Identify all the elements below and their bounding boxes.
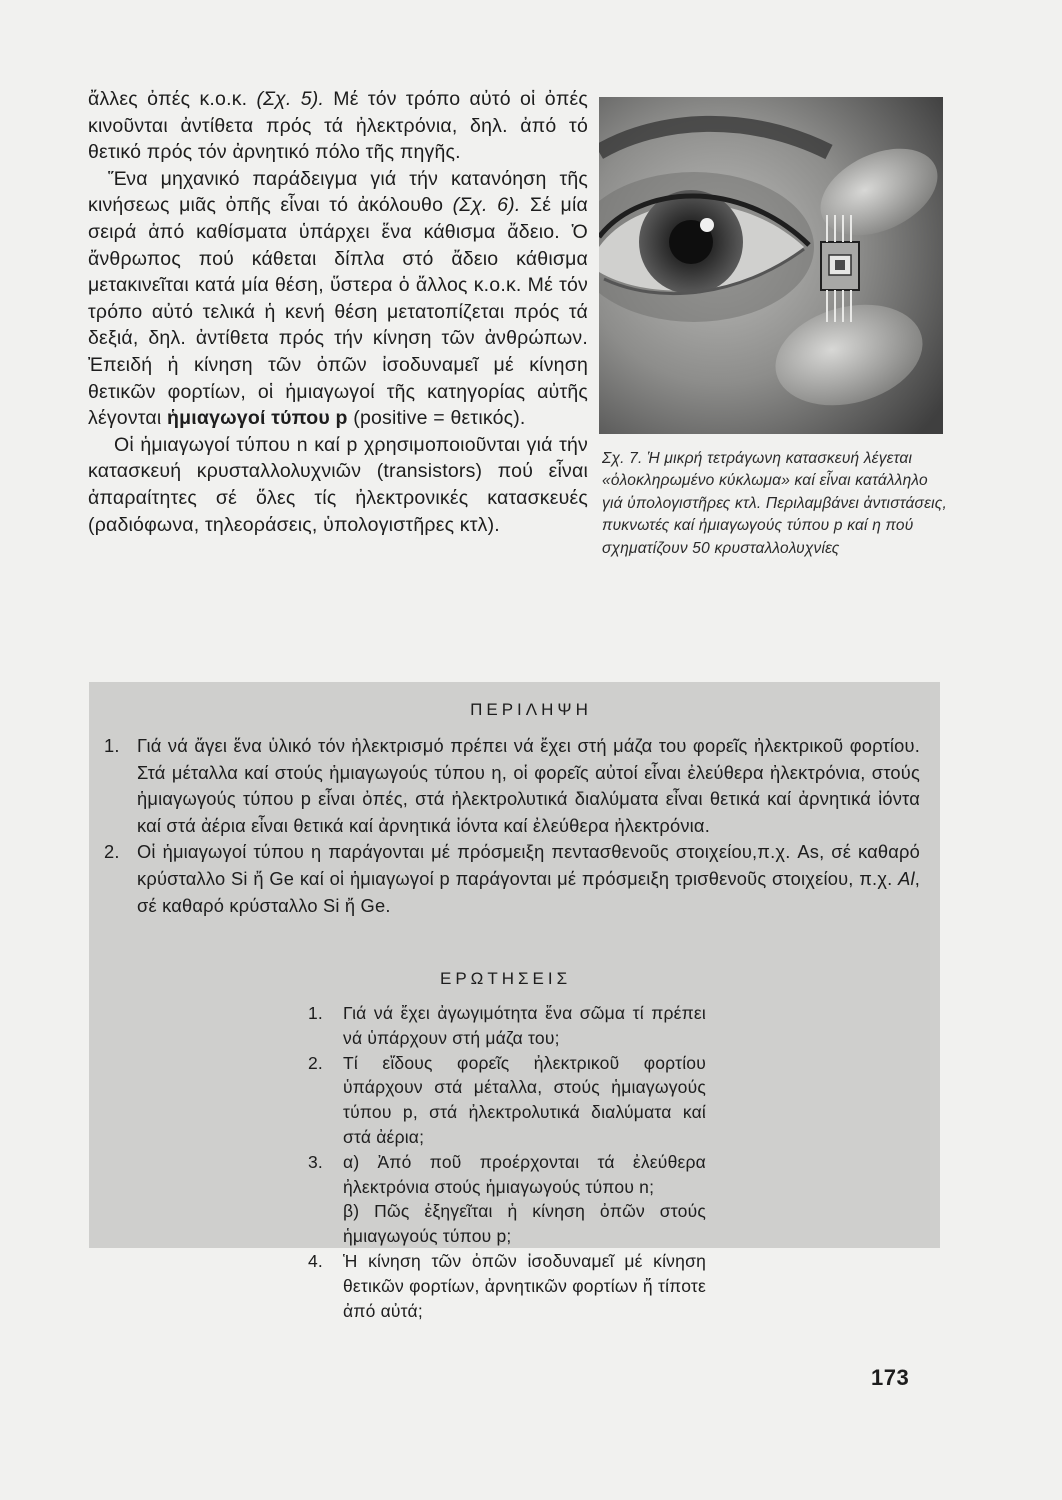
summary-list xyxy=(104,733,920,919)
question-text-part-b: β) Πῶς ἐξηγεῖται ἡ κίνηση ὀπῶν στούς ἡμιαγωγούς τύπου p; xyxy=(343,1201,706,1247)
photo-eye-integrated-circuit xyxy=(599,97,943,434)
question-number: 3. xyxy=(308,1151,323,1172)
question-text: Ἡ κίνηση τῶν ὀπῶν ἰσοδυναμεῖ μέ κίνηση θετικῶν φορτίων, ἀρνητικῶν φορτίων ἤ τίποτε ἀπό αὐτά; xyxy=(343,1250,706,1321)
summary-title: ΠΕΡΙΛΗΨΗ xyxy=(470,700,592,719)
main-body-text xyxy=(88,86,588,538)
questions-title: ΕΡΩΤΗΣΕΙΣ xyxy=(440,969,572,988)
question-number: 2. xyxy=(308,1052,323,1073)
summary-item-text: Γιά νά ἄγει ἕνα ὑλικό τόν ἠλεκτρισμό πρέπει νά ἔχει στή μάζα του φορεῖς ἠλεκτρικοῦ φορτίου. Στά μέταλλα καί στούς ἡμιαγωγούς τύπου η, οἱ φορεῖς αὐτοί εἶναι ἐλεύθερα ἠλεκτρόνια, στούς ἡμιαγωγούς τύπου p εἶναι ὀπές, στά ἠλεκτρολυτικά διαλύματα εἶναι θετικά καί ἀρνητικά ἰόντα καί στά ἀέρια εἶναι θετικά καί ἀρνητικά ἰόντα καί ἐλεύθερα ἠλεκτρόνια. xyxy=(137,735,920,836)
figure-ref-5: (Σχ. 5). xyxy=(256,88,325,110)
question-item xyxy=(308,1051,706,1150)
figure-ref-6: (Σχ. 6). xyxy=(452,194,521,217)
photo-illustration xyxy=(599,97,943,434)
question-number: 4. xyxy=(308,1250,323,1271)
summary-item-text: Οἱ ἡμιαγωγοί τύπου η παράγονται μέ πρόσμειξη πεντασθενοῦς στοιχείου,π.χ. As, σέ καθαρό κρύσταλλο Si ἤ Ge καί οἱ ἡμιαγωγοί p παράγονται μέ πρόσμειξη τρισθενοῦς στοιχείου, π.χ. Al, σέ καθαρό κρύσταλλο Si ἤ Ge. xyxy=(137,841,920,916)
key-term-p-type: ἡμιαγωγοί τύπου p xyxy=(167,407,348,430)
paragraph-3: Οἱ ἡμιαγωγοί τύπου n καί p χρησιμοποιοῦνται γιά τήν κατασκευή κρυσταλλολυχνιῶν (transistors) πού εἶναι ἀπαραίτητες σέ ὅλες τίς ἠλεκτρονικές κατασκευές (ραδιόφωνα, τηλεοράσεις, ὑπολογιστῆρες κτλ). xyxy=(88,433,588,536)
element-symbol-al: Al xyxy=(898,867,915,889)
paragraph-2: Ἕνα μηχανικό παράδειγμα γιά τήν κατανόηση τῆς κινήσεως μιᾶς ὀπῆς εἶναι τό ἀκόλουθο (Σχ. 6). Σέ μία σειρά ἀπό καθίσματα ὑπάρχει ἕνα κάθισμα ἄδειο. Ὁ ἄνθρωπος πού κάθεται δίπλα στό ἄδειο κάθισμα μετακινεῖται κατά μία θέση, ὕστερα ὁ ἄλλος κ.ο.κ. Μέ τόν τρόπο αὐτό τελικά ἡ κενή θέση μετατοπίζεται πρός τά δεξιά, δηλ. ἀντίθετα πρός τήν κίνηση τῶν ἀνθρώπων. Ἐπειδή ἡ κίνηση τῶν ὀπῶν ἰσοδυναμεῖ μέ κίνηση θετικῶν φορτίων, οἱ ἡμιαγωγοί τῆς κατηγορίας αὐτῆς λέγονται ἡμιαγωγοί τύπου p (positive = θετικός). xyxy=(88,167,588,430)
summary-item-number: 1. xyxy=(104,735,120,756)
question-text: Γιά νά ἔχει ἀγωγιμότητα ἕνα σῶμα τί πρέπει νά ὑπάρχουν στή μάζα του; xyxy=(343,1003,706,1048)
summary-item xyxy=(104,839,920,919)
summary-item xyxy=(104,733,920,839)
question-item xyxy=(308,1249,706,1323)
question-text: Τί εἴδους φορεῖς ἠλεκτρικοῦ φορτίου ὑπάρχουν στά μέταλλα, στούς ἡμιαγωγούς τύπου p, στά ἠλεκτρολυτικά διαλύματα καί στά ἀέρια; xyxy=(343,1052,706,1147)
question-item xyxy=(308,1150,706,1249)
page-number: 173 xyxy=(871,1365,910,1390)
paragraph-1: ἄλλες ὀπές κ.ο.κ. (Σχ. 5). Μέ τόν τρόπο αὐτό οἱ ὀπές κινοῦνται ἀντίθετα πρός τά ἠλεκτρόνια, δηλ. ἀπό τό θετικό πρός τόν ἀρνητικό πόλο τῆς πηγῆς. xyxy=(88,88,588,164)
questions-list xyxy=(308,1001,706,1323)
summary-item-number: 2. xyxy=(104,841,120,863)
question-item xyxy=(308,1001,706,1051)
question-number: 1. xyxy=(308,1003,323,1023)
figure-7-caption: Σχ. 7. Ἡ μικρή τετράγωνη κατασκευή λέγεται «ὁλοκληρωμένο κύκλωμα» καί εἶναι κατάλληλο γιά ὑπολογιστῆρες κτλ. Περιλαμβάνει ἀντιστάσεις, πυκνωτές καί ἡμιαγωγούς τύπου p καί η πού σχηματίζουν 50 κρυσταλλολυχνίες xyxy=(602,450,947,557)
question-text: α) Ἀπό ποῦ προέρχονται τά ἐλεύθερα ἠλεκτρόνια στούς ἡμιαγωγούς τύπου n; xyxy=(343,1151,706,1197)
